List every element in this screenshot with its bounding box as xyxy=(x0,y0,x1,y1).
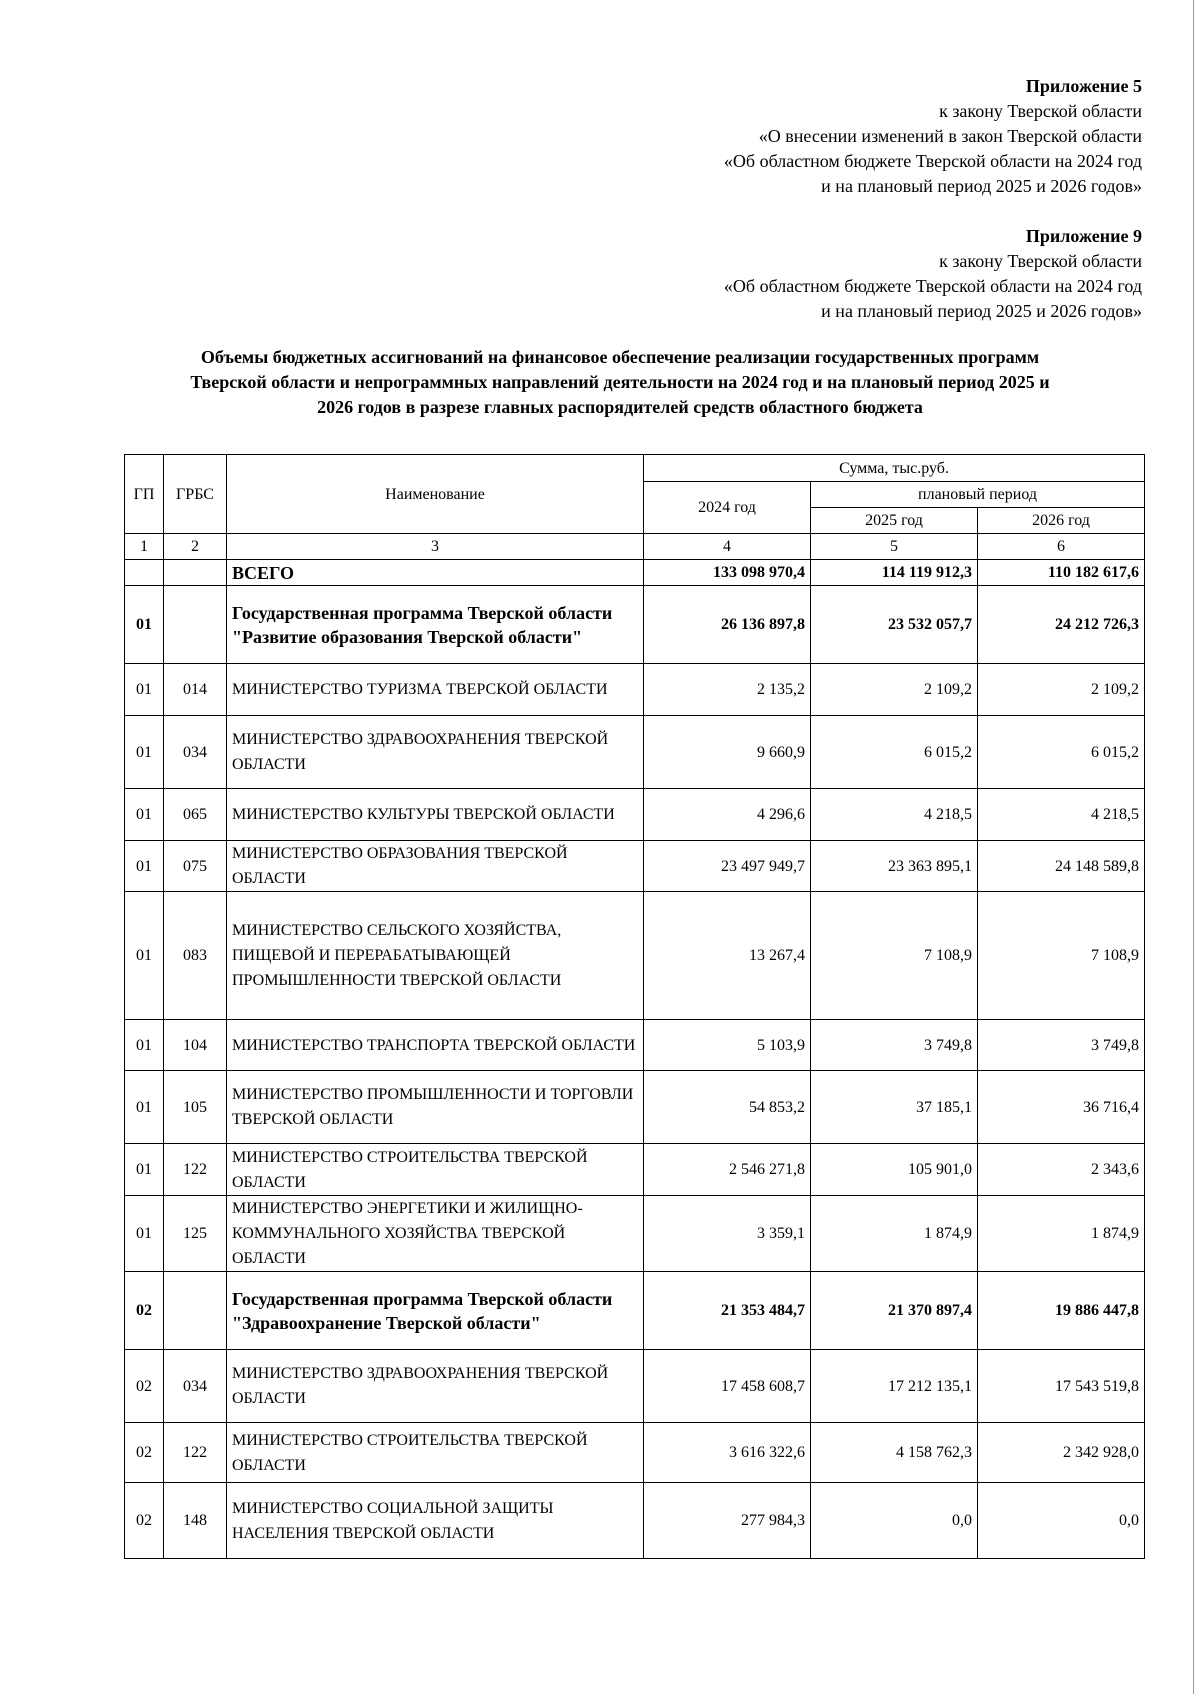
amount-2026-cell: 2 109,2 xyxy=(978,664,1145,716)
document-title-line: Объемы бюджетных ассигнований на финансовое обеспечение реализации государственных программ xyxy=(200,347,1040,367)
amount-2025-cell: 105 901,0 xyxy=(811,1144,978,1196)
column-index: 1 xyxy=(125,534,164,560)
grbs-cell: 034 xyxy=(164,1350,227,1423)
amount-2025-cell: 7 108,9 xyxy=(811,892,978,1020)
grbs-cell: 104 xyxy=(164,1020,227,1071)
amount-2026-cell: 17 543 519,8 xyxy=(978,1350,1145,1423)
grbs-cell: 105 xyxy=(164,1071,227,1144)
amount-2025-cell: 17 212 135,1 xyxy=(811,1350,978,1423)
gp-cell: 01 xyxy=(125,1196,164,1272)
grbs-cell: 065 xyxy=(164,789,227,841)
appendix-5-line: и на плановый период 2025 и 2026 годов» xyxy=(821,176,1142,196)
ministry-row xyxy=(125,664,1145,716)
amount-2026-cell: 6 015,2 xyxy=(978,716,1145,789)
ministry-row xyxy=(125,716,1145,789)
gp-cell: 01 xyxy=(125,1144,164,1196)
total-gp-cell xyxy=(125,560,164,586)
document-title xyxy=(120,345,1120,420)
amount-2024-cell: 2 546 271,8 xyxy=(644,1144,811,1196)
grbs-cell xyxy=(164,1272,227,1350)
column-index: 3 xyxy=(227,534,644,560)
name-cell: МИНИСТЕРСТВО ПРОМЫШЛЕННОСТИ И ТОРГОВЛИ ТВЕРСКОЙ ОБЛАСТИ xyxy=(227,1071,644,1144)
amount-2025-cell: 2 109,2 xyxy=(811,664,978,716)
amount-2025-cell: 37 185,1 xyxy=(811,1071,978,1144)
grbs-cell: 075 xyxy=(164,841,227,892)
program-row xyxy=(125,1272,1145,1350)
gp-cell: 01 xyxy=(125,1071,164,1144)
amount-2024-cell: 26 136 897,8 xyxy=(644,586,811,664)
amount-2024-cell: 17 458 608,7 xyxy=(644,1350,811,1423)
gp-cell: 01 xyxy=(125,716,164,789)
name-cell: МИНИСТЕРСТВО ОБРАЗОВАНИЯ ТВЕРСКОЙ ОБЛАСТИ xyxy=(227,841,644,892)
amount-2026-cell: 19 886 447,8 xyxy=(978,1272,1145,1350)
name-cell: МИНИСТЕРСТВО СТРОИТЕЛЬСТВА ТВЕРСКОЙ ОБЛАСТИ xyxy=(227,1423,644,1483)
program-row xyxy=(125,586,1145,664)
ministry-row xyxy=(125,841,1145,892)
name-cell: Государственная программа Тверской области "Развитие образования Тверской области" xyxy=(227,586,644,664)
amount-2025-cell: 4 158 762,3 xyxy=(811,1423,978,1483)
header-year-2025: 2025 год xyxy=(811,508,978,534)
column-index: 2 xyxy=(164,534,227,560)
amount-2025-cell: 6 015,2 xyxy=(811,716,978,789)
header-gp: ГП xyxy=(125,455,164,534)
amount-2024-cell: 4 296,6 xyxy=(644,789,811,841)
appendix-5-line: к закону Тверской области xyxy=(939,101,1142,121)
amount-2025-cell: 23 532 057,7 xyxy=(811,586,978,664)
gp-cell: 02 xyxy=(125,1272,164,1350)
total-2024: 133 098 970,4 xyxy=(644,560,811,586)
name-cell: МИНИСТЕРСТВО СТРОИТЕЛЬСТВА ТВЕРСКОЙ ОБЛАСТИ xyxy=(227,1144,644,1196)
header-name: Наименование xyxy=(227,455,644,534)
column-index: 5 xyxy=(811,534,978,560)
name-cell: МИНИСТЕРСТВО СОЦИАЛЬНОЙ ЗАЩИТЫ НАСЕЛЕНИЯ ТВЕРСКОЙ ОБЛАСТИ xyxy=(227,1483,644,1559)
amount-2026-cell: 3 749,8 xyxy=(978,1020,1145,1071)
appendix-5-line: «Об областном бюджете Тверской области на 2024 год xyxy=(723,151,1142,171)
gp-cell: 01 xyxy=(125,1020,164,1071)
total-label: ВСЕГО xyxy=(227,560,644,586)
ministry-row xyxy=(125,1144,1145,1196)
total-2026: 110 182 617,6 xyxy=(978,560,1145,586)
amount-2026-cell: 36 716,4 xyxy=(978,1071,1145,1144)
ministry-row xyxy=(125,1071,1145,1144)
gp-cell: 01 xyxy=(125,841,164,892)
document-title-line: Тверской области и непрограммных направлений деятельности на 2024 год и на плановый период 2025 и xyxy=(190,372,1050,392)
name-cell: МИНИСТЕРСТВО СЕЛЬСКОГО ХОЗЯЙСТВА, ПИЩЕВОЙ И ПЕРЕРАБАТЫВАЮЩЕЙ ПРОМЫШЛЕННОСТИ ТВЕРСКОЙ ОБЛАСТИ xyxy=(227,892,644,1020)
amount-2024-cell: 9 660,9 xyxy=(644,716,811,789)
name-cell: МИНИСТЕРСТВО ЗДРАВООХРАНЕНИЯ ТВЕРСКОЙ ОБЛАСТИ xyxy=(227,716,644,789)
amount-2024-cell: 54 853,2 xyxy=(644,1071,811,1144)
grbs-cell: 034 xyxy=(164,716,227,789)
total-2025: 114 119 912,3 xyxy=(811,560,978,586)
header-planned-period: плановый период xyxy=(811,482,1145,508)
amount-2025-cell: 3 749,8 xyxy=(811,1020,978,1071)
amount-2024-cell: 23 497 949,7 xyxy=(644,841,811,892)
amount-2026-cell: 0,0 xyxy=(978,1483,1145,1559)
amount-2024-cell: 21 353 484,7 xyxy=(644,1272,811,1350)
ministry-row xyxy=(125,1350,1145,1423)
name-cell: МИНИСТЕРСТВО ЭНЕРГЕТИКИ И ЖИЛИЩНО-КОММУНАЛЬНОГО ХОЗЯЙСТВА ТВЕРСКОЙ ОБЛАСТИ xyxy=(227,1196,644,1272)
amount-2025-cell: 21 370 897,4 xyxy=(811,1272,978,1350)
ministry-row xyxy=(125,1483,1145,1559)
name-cell: МИНИСТЕРСТВО ТРАНСПОРТА ТВЕРСКОЙ ОБЛАСТИ xyxy=(227,1020,644,1071)
grbs-cell: 122 xyxy=(164,1423,227,1483)
ministry-row xyxy=(125,892,1145,1020)
name-cell: МИНИСТЕРСТВО ЗДРАВООХРАНЕНИЯ ТВЕРСКОЙ ОБЛАСТИ xyxy=(227,1350,644,1423)
amount-2024-cell: 3 616 322,6 xyxy=(644,1423,811,1483)
gp-cell: 01 xyxy=(125,664,164,716)
amount-2024-cell: 13 267,4 xyxy=(644,892,811,1020)
amount-2026-cell: 24 212 726,3 xyxy=(978,586,1145,664)
column-index: 4 xyxy=(644,534,811,560)
grbs-cell: 148 xyxy=(164,1483,227,1559)
header-year-2024: 2024 год xyxy=(644,482,811,534)
grbs-cell: 014 xyxy=(164,664,227,716)
name-cell: Государственная программа Тверской области "Здравоохранение Тверской области" xyxy=(227,1272,644,1350)
amount-2026-cell: 4 218,5 xyxy=(978,789,1145,841)
amount-2024-cell: 2 135,2 xyxy=(644,664,811,716)
amount-2026-cell: 24 148 589,8 xyxy=(978,841,1145,892)
gp-cell: 01 xyxy=(125,892,164,1020)
amount-2025-cell: 0,0 xyxy=(811,1483,978,1559)
gp-cell: 02 xyxy=(125,1350,164,1423)
amount-2026-cell: 2 343,6 xyxy=(978,1144,1145,1196)
amount-2026-cell: 2 342 928,0 xyxy=(978,1423,1145,1483)
appendix-9-line: к закону Тверской области xyxy=(939,251,1142,271)
amount-2026-cell: 7 108,9 xyxy=(978,892,1145,1020)
gp-cell: 01 xyxy=(125,586,164,664)
ministry-row xyxy=(125,1423,1145,1483)
ministry-row xyxy=(125,1020,1145,1071)
appendix-9-block xyxy=(724,224,1142,324)
gp-cell: 01 xyxy=(125,789,164,841)
header-grbs: ГРБС xyxy=(164,455,227,534)
column-index: 6 xyxy=(978,534,1145,560)
ministry-row xyxy=(125,1196,1145,1272)
gp-cell: 02 xyxy=(125,1483,164,1559)
amount-2024-cell: 277 984,3 xyxy=(644,1483,811,1559)
budget-table xyxy=(124,454,1145,1559)
header-sum: Сумма, тыс.руб. xyxy=(644,455,1145,482)
grbs-cell: 125 xyxy=(164,1196,227,1272)
amount-2024-cell: 3 359,1 xyxy=(644,1196,811,1272)
name-cell: МИНИСТЕРСТВО КУЛЬТУРЫ ТВЕРСКОЙ ОБЛАСТИ xyxy=(227,789,644,841)
appendix-9-title: Приложение 9 xyxy=(1025,226,1142,246)
appendix-5-title: Приложение 5 xyxy=(1025,76,1142,96)
appendix-5-block xyxy=(724,74,1142,199)
grbs-cell xyxy=(164,586,227,664)
amount-2025-cell: 1 874,9 xyxy=(811,1196,978,1272)
appendix-9-line: и на плановый период 2025 и 2026 годов» xyxy=(821,301,1142,321)
amount-2026-cell: 1 874,9 xyxy=(978,1196,1145,1272)
name-cell: МИНИСТЕРСТВО ТУРИЗМА ТВЕРСКОЙ ОБЛАСТИ xyxy=(227,664,644,716)
total-grbs-cell xyxy=(164,560,227,586)
appendix-9-line: «Об областном бюджете Тверской области на 2024 год xyxy=(723,276,1142,296)
amount-2024-cell: 5 103,9 xyxy=(644,1020,811,1071)
amount-2025-cell: 23 363 895,1 xyxy=(811,841,978,892)
grbs-cell: 122 xyxy=(164,1144,227,1196)
document-title-line: 2026 годов в разрезе главных распорядителей средств областного бюджета xyxy=(317,397,923,417)
grbs-cell: 083 xyxy=(164,892,227,1020)
ministry-row xyxy=(125,789,1145,841)
appendix-5-line: «О внесении изменений в закон Тверской области xyxy=(758,126,1142,146)
header-year-2026: 2026 год xyxy=(978,508,1145,534)
gp-cell: 02 xyxy=(125,1423,164,1483)
amount-2025-cell: 4 218,5 xyxy=(811,789,978,841)
